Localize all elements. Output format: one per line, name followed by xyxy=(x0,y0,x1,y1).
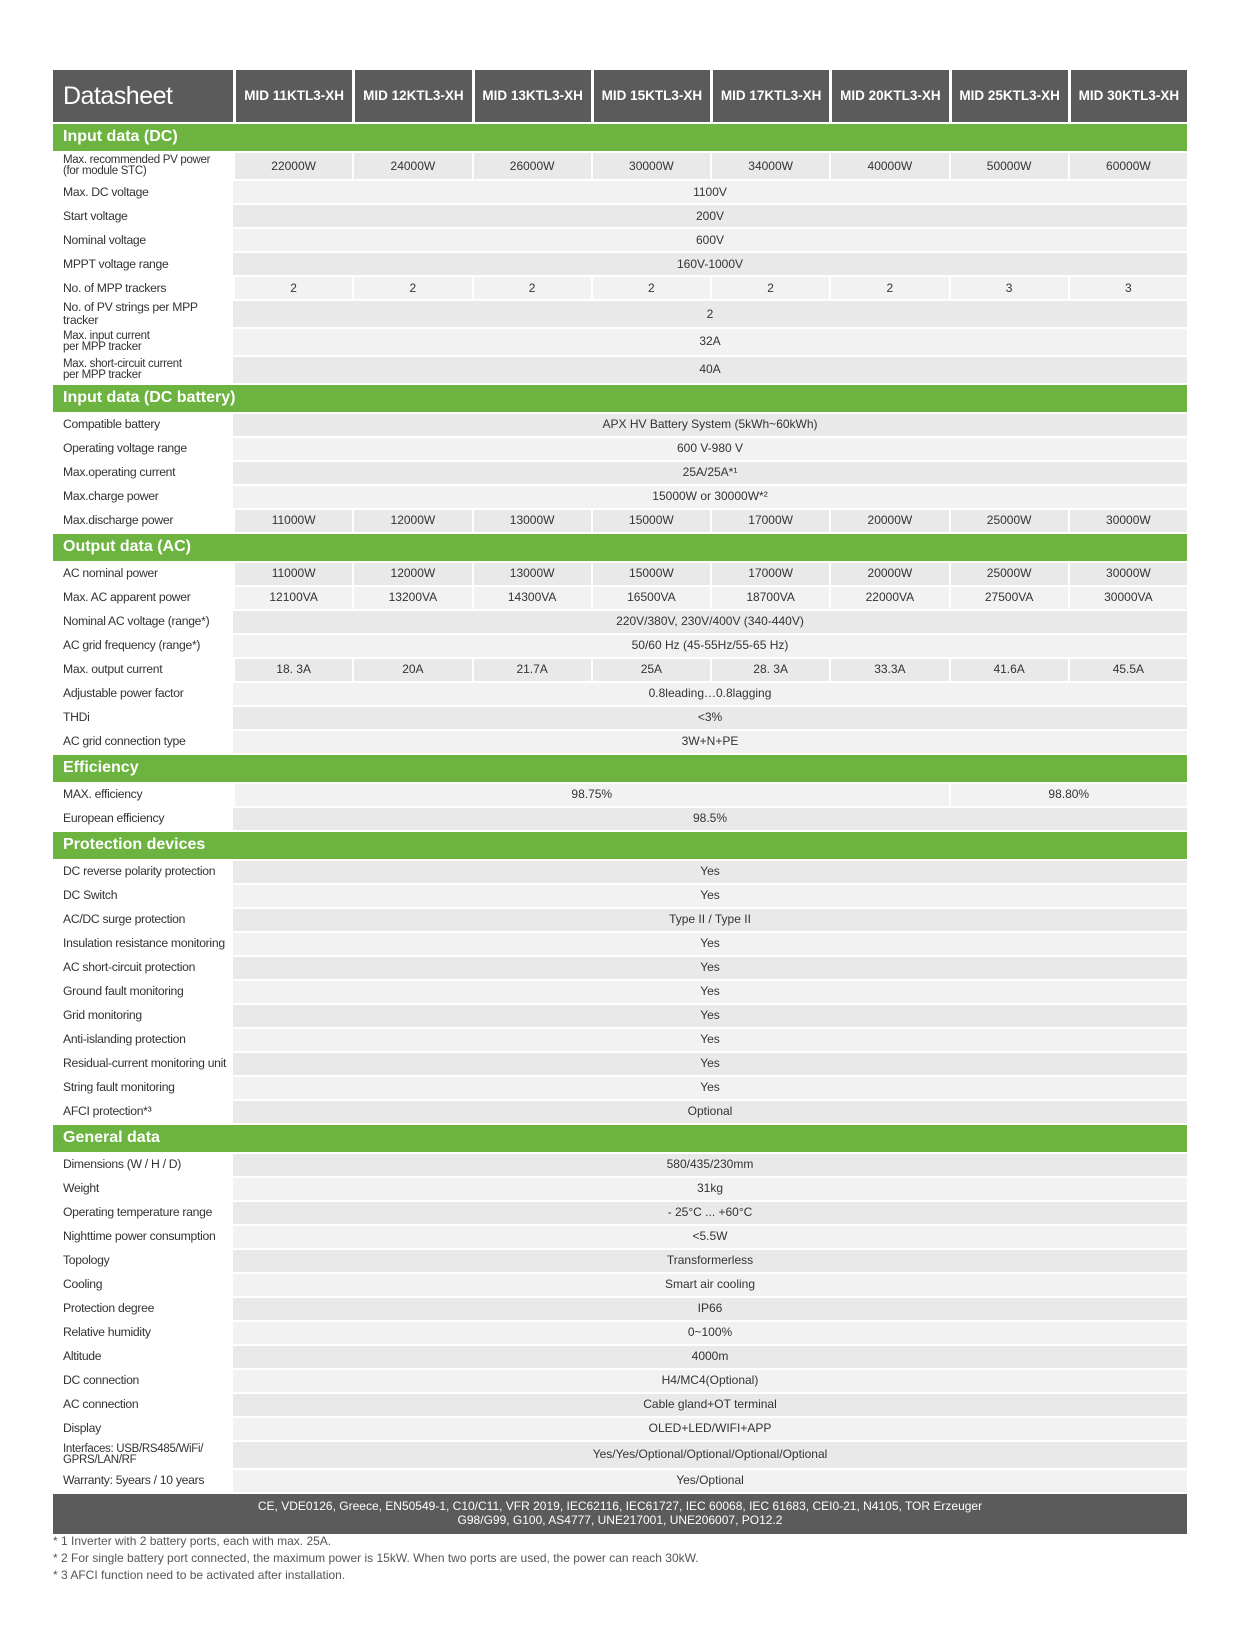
spec-value: Yes xyxy=(233,955,1187,979)
spec-row xyxy=(53,203,1187,227)
section-header xyxy=(53,753,1187,782)
spec-value: 15000W xyxy=(591,508,710,532)
spec-row xyxy=(53,907,1187,931)
spec-label: Interfaces: USB/RS485/WiFi/ GPRS/LAN/RF xyxy=(53,1440,233,1468)
model-header: MID 17KTL3-XH xyxy=(710,70,829,122)
spec-value: 98.5% xyxy=(233,806,1187,830)
spec-value: 20000W xyxy=(829,561,948,585)
spec-value: <3% xyxy=(233,705,1187,729)
spec-row xyxy=(53,1027,1187,1051)
spec-value: 18700VA xyxy=(710,585,829,609)
spec-label: Relative humidity xyxy=(53,1320,233,1344)
spec-label: DC connection xyxy=(53,1368,233,1392)
spec-value: 30000W xyxy=(591,151,710,179)
spec-label: AFCI protection*³ xyxy=(53,1099,233,1123)
spec-row xyxy=(53,1272,1187,1296)
spec-row xyxy=(53,883,1187,907)
spec-value: 45.5A xyxy=(1068,657,1187,681)
spec-label: DC Switch xyxy=(53,883,233,907)
spec-value: 50000W xyxy=(949,151,1068,179)
spec-value: Yes/Yes/Optional/Optional/Optional/Optional xyxy=(233,1440,1187,1468)
spec-row xyxy=(53,681,1187,705)
spec-row xyxy=(53,955,1187,979)
spec-value: 17000W xyxy=(710,508,829,532)
spec-row xyxy=(53,1440,1187,1468)
spec-label: Topology xyxy=(53,1248,233,1272)
spec-value: 24000W xyxy=(352,151,471,179)
spec-value: 2 xyxy=(591,275,710,299)
spec-row xyxy=(53,1368,1187,1392)
spec-row xyxy=(53,729,1187,753)
spec-label: Warranty: 5years / 10 years xyxy=(53,1468,233,1492)
spec-label: String fault monitoring xyxy=(53,1075,233,1099)
spec-label: Max. short-circuit current per MPP tracker xyxy=(53,355,233,383)
spec-value: Cable gland+OT terminal xyxy=(233,1392,1187,1416)
spec-label: Max.charge power xyxy=(53,484,233,508)
model-header: MID 15KTL3-XH xyxy=(591,70,710,122)
spec-value: 2 xyxy=(710,275,829,299)
spec-value: 600V xyxy=(233,227,1187,251)
spec-row xyxy=(53,1200,1187,1224)
spec-value: 40000W xyxy=(829,151,948,179)
section-header xyxy=(53,383,1187,412)
spec-label: Grid monitoring xyxy=(53,1003,233,1027)
spec-value: Yes xyxy=(233,1027,1187,1051)
spec-row xyxy=(53,1003,1187,1027)
spec-value: 14300VA xyxy=(472,585,591,609)
spec-row xyxy=(53,931,1187,955)
spec-row xyxy=(53,1224,1187,1248)
footnote: * 2 For single battery port connected, the maximum power is 15kW. When two ports are used, the power can reach 30kW. xyxy=(53,1551,699,1565)
spec-row xyxy=(53,1392,1187,1416)
spec-label: Nominal voltage xyxy=(53,227,233,251)
spec-row xyxy=(53,327,1187,355)
certifications-row xyxy=(53,1492,1187,1534)
spec-value: 30000VA xyxy=(1068,585,1187,609)
spec-value: 30000W xyxy=(1068,508,1187,532)
spec-value: 2 xyxy=(829,275,948,299)
section-header xyxy=(53,122,1187,151)
datasheet-title: Datasheet xyxy=(53,70,233,122)
spec-value: 2 xyxy=(472,275,591,299)
spec-value: 16500VA xyxy=(591,585,710,609)
model-header: MID 12KTL3-XH xyxy=(352,70,471,122)
spec-row xyxy=(53,1248,1187,1272)
spec-label: Max.operating current xyxy=(53,460,233,484)
spec-row xyxy=(53,227,1187,251)
spec-row xyxy=(53,1099,1187,1123)
spec-value: 200V xyxy=(233,203,1187,227)
spec-row xyxy=(53,1075,1187,1099)
spec-value: 17000W xyxy=(710,561,829,585)
model-header: MID 11KTL3-XH xyxy=(233,70,352,122)
model-header: MID 13KTL3-XH xyxy=(472,70,591,122)
section-header xyxy=(53,1123,1187,1152)
spec-value: 98.80% xyxy=(949,782,1188,806)
spec-label: Max. input current per MPP tracker xyxy=(53,327,233,355)
spec-row xyxy=(53,151,1187,179)
spec-value: Yes xyxy=(233,1075,1187,1099)
spec-value: 0~100% xyxy=(233,1320,1187,1344)
spec-label: AC/DC surge protection xyxy=(53,907,233,931)
spec-label: Residual-current monitoring unit xyxy=(53,1051,233,1075)
spec-label: DC reverse polarity protection xyxy=(53,859,233,883)
spec-value: 11000W xyxy=(233,561,352,585)
datasheet-body xyxy=(53,122,1187,1492)
spec-row xyxy=(53,179,1187,203)
spec-value: 12100VA xyxy=(233,585,352,609)
spec-value: 1100V xyxy=(233,179,1187,203)
spec-value: Optional xyxy=(233,1099,1187,1123)
spec-value: Yes xyxy=(233,931,1187,955)
datasheet-table-container xyxy=(53,70,1187,1534)
spec-value: 20000W xyxy=(829,508,948,532)
spec-row xyxy=(53,782,1187,806)
spec-label: Ground fault monitoring xyxy=(53,979,233,1003)
spec-label: Max. output current xyxy=(53,657,233,681)
spec-value: 28. 3A xyxy=(710,657,829,681)
spec-label: Max. AC apparent power xyxy=(53,585,233,609)
spec-label: Display xyxy=(53,1416,233,1440)
spec-label: THDi xyxy=(53,705,233,729)
spec-value: 12000W xyxy=(352,508,471,532)
spec-value: - 25°C ... +60°C xyxy=(233,1200,1187,1224)
spec-row xyxy=(53,1296,1187,1320)
spec-value: 98.75% xyxy=(233,782,949,806)
spec-value: 160V-1000V xyxy=(233,251,1187,275)
spec-row xyxy=(53,1416,1187,1440)
spec-value: <5.5W xyxy=(233,1224,1187,1248)
spec-label: Weight xyxy=(53,1176,233,1200)
spec-value: 15000W xyxy=(591,561,710,585)
spec-label: European efficiency xyxy=(53,806,233,830)
footnote: * 1 Inverter with 2 battery ports, each with max. 25A. xyxy=(53,1534,332,1548)
spec-row xyxy=(53,705,1187,729)
section-title: Input data (DC) xyxy=(53,122,1187,151)
section-title: Input data (DC battery) xyxy=(53,383,1187,412)
spec-value: 20A xyxy=(352,657,471,681)
spec-value: 2 xyxy=(233,275,352,299)
spec-row xyxy=(53,1176,1187,1200)
spec-label: Cooling xyxy=(53,1272,233,1296)
spec-label: Compatible battery xyxy=(53,412,233,436)
spec-row xyxy=(53,251,1187,275)
spec-label: No. of PV strings per MPP tracker xyxy=(53,299,233,327)
spec-value: 25000W xyxy=(949,561,1068,585)
model-header: MID 20KTL3-XH xyxy=(829,70,948,122)
spec-value: 0.8leading…0.8lagging xyxy=(233,681,1187,705)
spec-row xyxy=(53,275,1187,299)
spec-label: Anti-islanding protection xyxy=(53,1027,233,1051)
spec-value: 25000W xyxy=(949,508,1068,532)
spec-value: Type II / Type II xyxy=(233,907,1187,931)
spec-value: 3 xyxy=(949,275,1068,299)
datasheet-table xyxy=(53,70,1187,1534)
spec-row xyxy=(53,1468,1187,1492)
section-header xyxy=(53,532,1187,561)
spec-row xyxy=(53,609,1187,633)
spec-value: 13200VA xyxy=(352,585,471,609)
spec-value: 22000W xyxy=(233,151,352,179)
spec-row xyxy=(53,436,1187,460)
spec-row xyxy=(53,979,1187,1003)
footnote: * 3 AFCI function need to be activated after installation. xyxy=(53,1568,346,1582)
section-header xyxy=(53,830,1187,859)
spec-value: 580/435/230mm xyxy=(233,1152,1187,1176)
spec-label: Adjustable power factor xyxy=(53,681,233,705)
spec-row xyxy=(53,561,1187,585)
spec-value: 2 xyxy=(233,299,1187,327)
spec-value: 26000W xyxy=(472,151,591,179)
spec-row xyxy=(53,484,1187,508)
spec-value: Transformerless xyxy=(233,1248,1187,1272)
spec-label: MAX. efficiency xyxy=(53,782,233,806)
spec-value: IP66 xyxy=(233,1296,1187,1320)
spec-value: 18. 3A xyxy=(233,657,352,681)
spec-value: 13000W xyxy=(472,508,591,532)
spec-label: MPPT voltage range xyxy=(53,251,233,275)
model-header: MID 25KTL3-XH xyxy=(949,70,1068,122)
spec-value: Yes xyxy=(233,1003,1187,1027)
spec-value: 40A xyxy=(233,355,1187,383)
spec-label: Protection degree xyxy=(53,1296,233,1320)
spec-value: Yes xyxy=(233,859,1187,883)
spec-row xyxy=(53,1320,1187,1344)
spec-label: No. of MPP trackers xyxy=(53,275,233,299)
spec-value: H4/MC4(Optional) xyxy=(233,1368,1187,1392)
spec-label: Operating temperature range xyxy=(53,1200,233,1224)
spec-label: AC short-circuit protection xyxy=(53,955,233,979)
spec-row xyxy=(53,299,1187,327)
spec-row xyxy=(53,1152,1187,1176)
spec-value: 13000W xyxy=(472,561,591,585)
spec-row xyxy=(53,460,1187,484)
spec-row xyxy=(53,1344,1187,1368)
spec-value: 15000W or 30000W*² xyxy=(233,484,1187,508)
spec-value: 32A xyxy=(233,327,1187,355)
spec-value: Yes/Optional xyxy=(233,1468,1187,1492)
spec-label: AC grid frequency (range*) xyxy=(53,633,233,657)
spec-row xyxy=(53,585,1187,609)
spec-value: 220V/380V, 230V/400V (340-440V) xyxy=(233,609,1187,633)
spec-row xyxy=(53,355,1187,383)
spec-row xyxy=(53,806,1187,830)
spec-value: 50/60 Hz (45-55Hz/55-65 Hz) xyxy=(233,633,1187,657)
spec-label: Nominal AC voltage (range*) xyxy=(53,609,233,633)
header-row xyxy=(53,70,1187,122)
spec-value: 41.6A xyxy=(949,657,1068,681)
spec-row xyxy=(53,657,1187,681)
spec-value: 4000m xyxy=(233,1344,1187,1368)
spec-label: Dimensions (W / H / D) xyxy=(53,1152,233,1176)
model-header: MID 30KTL3-XH xyxy=(1068,70,1187,122)
spec-row xyxy=(53,508,1187,532)
spec-label: AC connection xyxy=(53,1392,233,1416)
spec-label: Max. recommended PV power (for module STC) xyxy=(53,151,233,179)
spec-value: 34000W xyxy=(710,151,829,179)
spec-label: Start voltage xyxy=(53,203,233,227)
spec-value: 12000W xyxy=(352,561,471,585)
spec-value: 60000W xyxy=(1068,151,1187,179)
spec-row xyxy=(53,633,1187,657)
spec-value: 11000W xyxy=(233,508,352,532)
spec-value: OLED+LED/WIFI+APP xyxy=(233,1416,1187,1440)
spec-label: Insulation resistance monitoring xyxy=(53,931,233,955)
spec-label: Max.discharge power xyxy=(53,508,233,532)
spec-label: AC grid connection type xyxy=(53,729,233,753)
section-title: Efficiency xyxy=(53,753,1187,782)
spec-label: Nighttime power consumption xyxy=(53,1224,233,1248)
spec-value: 31kg xyxy=(233,1176,1187,1200)
spec-value: Smart air cooling xyxy=(233,1272,1187,1296)
spec-label: Operating voltage range xyxy=(53,436,233,460)
spec-value: 22000VA xyxy=(829,585,948,609)
spec-row xyxy=(53,412,1187,436)
section-title: General data xyxy=(53,1123,1187,1152)
spec-row xyxy=(53,859,1187,883)
spec-value: Yes xyxy=(233,883,1187,907)
certifications-text: CE, VDE0126, Greece, EN50549-1, C10/C11, VFR 2019, IEC62116, IEC61727, IEC 60068, IEC 61683, CEI0-21, N4105, TOR Erzeuger G98/G99, G100, AS4777, UNE217001, UNE206007, PO12.2 xyxy=(53,1492,1187,1534)
spec-value: 33.3A xyxy=(829,657,948,681)
spec-value: 21.7A xyxy=(472,657,591,681)
spec-value: APX HV Battery System (5kWh~60kWh) xyxy=(233,412,1187,436)
footnotes xyxy=(53,1533,699,1584)
spec-label: AC nominal power xyxy=(53,561,233,585)
section-title: Output data (AC) xyxy=(53,532,1187,561)
spec-value: Yes xyxy=(233,1051,1187,1075)
spec-label: Altitude xyxy=(53,1344,233,1368)
spec-value: 2 xyxy=(352,275,471,299)
spec-value: 30000W xyxy=(1068,561,1187,585)
spec-value: 25A/25A*¹ xyxy=(233,460,1187,484)
spec-value: 3 xyxy=(1068,275,1187,299)
spec-value: 3W+N+PE xyxy=(233,729,1187,753)
spec-value: 25A xyxy=(591,657,710,681)
spec-row xyxy=(53,1051,1187,1075)
spec-value: Yes xyxy=(233,979,1187,1003)
spec-value: 600 V-980 V xyxy=(233,436,1187,460)
section-title: Protection devices xyxy=(53,830,1187,859)
spec-value: 27500VA xyxy=(949,585,1068,609)
spec-label: Max. DC voltage xyxy=(53,179,233,203)
